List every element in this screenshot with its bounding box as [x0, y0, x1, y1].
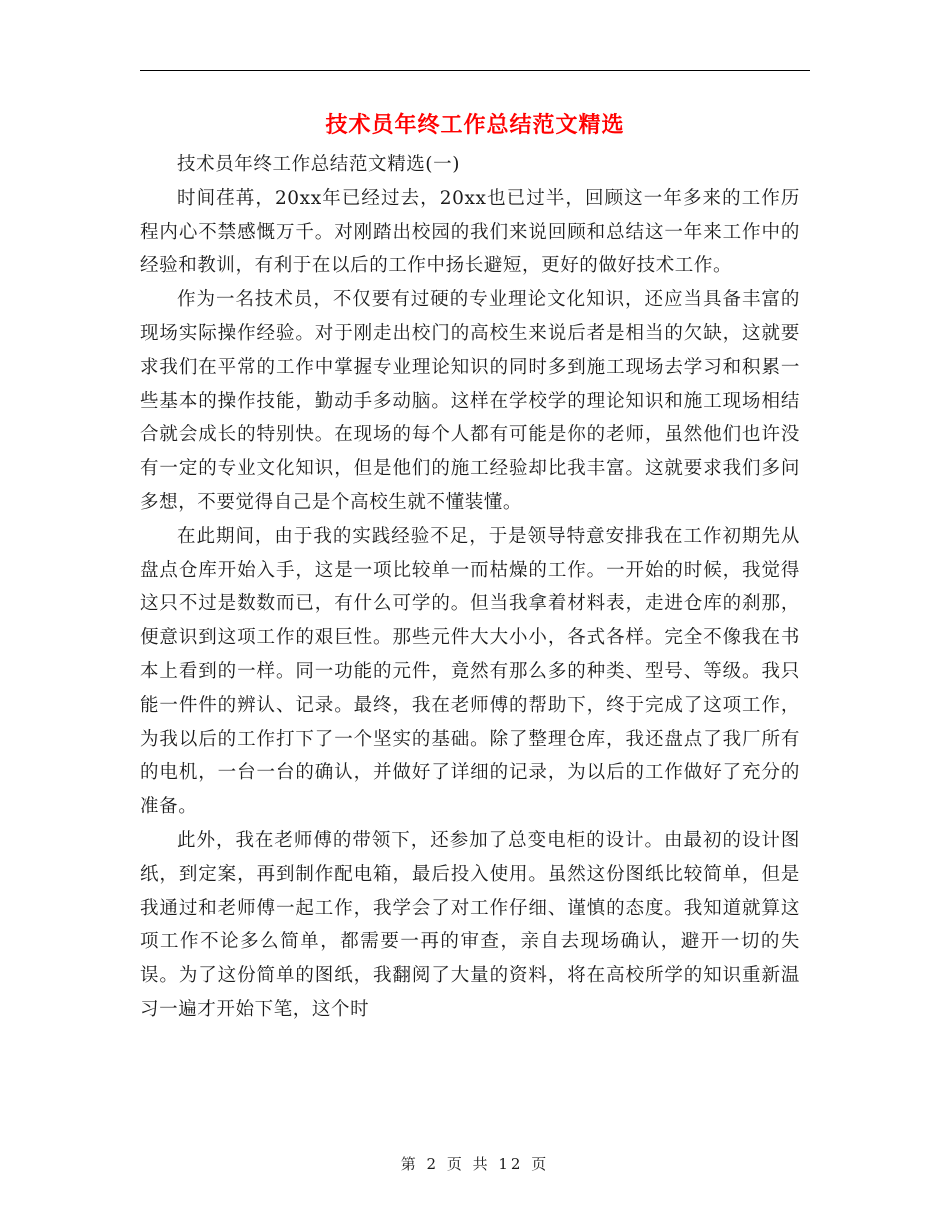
page-number-footer: 第 2 页 共 12 页	[400, 1155, 550, 1173]
body-paragraph-3: 在此期间，由于我的实践经验不足，于是领导特意安排我在工作初期先从盘点仓库开始入手，这是一项比较单一而枯燥的工作。一开始的时候，我觉得这只不过是数数而已，有什么可学的。但当我拿着材料表，走进仓库的刹那，便意识到这项工作的艰巨性。那些元件大大小小，各式各样。完全不像我在书本上看到的一样。同一功能的元件，竟然有那么多的种类、型号、等级。我只能一件件的辨认、记录。最终，我在老师傅的帮助下，终于完成了这项工作，为我以后的工作打下了一个坚实的基础。除了整理仓库，我还盘点了我厂所有的电机，一台一台的确认，并做好了详细的记录，为以后的工作做好了充分的准备。	[140, 525, 800, 818]
body-paragraph-2: 作为一名技术员，不仅要有过硬的专业理论文化知识，还应当具备丰富的现场实际操作经验。对于刚走出校门的高校生来说后者是相当的欠缺，这就要求我们在平常的工作中掌握专业理论知识的同时多到施工现场去学习和积累一些基本的操作技能，勤动手多动脑。这样在学校学的理论知识和施工现场相结合就会成长的特别快。在现场的每个人都有可能是你的老师，虽然他们也许没有一定的专业文化知识，但是他们的施工经验却比我丰富。这就要求我们多问多想，不要觉得自己是个高校生就不懂装懂。	[140, 289, 800, 513]
body-paragraph-1: 时间荏苒，20xx年已经过去，20xx也已过半，回顾这一年多来的工作历程内心不禁感慨万千。对刚踏出校园的我们来说回顾和总结这一年来工作中的经验和教训，有利于在以后的工作中扬长避短，更好的做好技术工作。	[140, 187, 800, 277]
document-body	[140, 148, 800, 1027]
body-paragraph-4: 此外，我在老师傅的带领下，还参加了总变电柜的设计。由最初的设计图纸，到定案，再到制作配电箱，最后投入使用。虽然这份图纸比较简单，但是我通过和老师傅一起工作，我学会了对工作仔细、谨慎的态度。我知道就算这项工作不论多么简单，都需要一再的审查，亲自去现场确认，避开一切的失误。为了这份简单的图纸，我翻阅了大量的资料，将在高校所学的知识重新温习一遍才开始下笔，这个时	[140, 829, 800, 1020]
document-title: 技术员年终工作总结范文精选	[325, 113, 625, 138]
header-rule	[140, 70, 810, 71]
body-paragraph-subtitle: 技术员年终工作总结范文精选(一)	[177, 154, 461, 175]
